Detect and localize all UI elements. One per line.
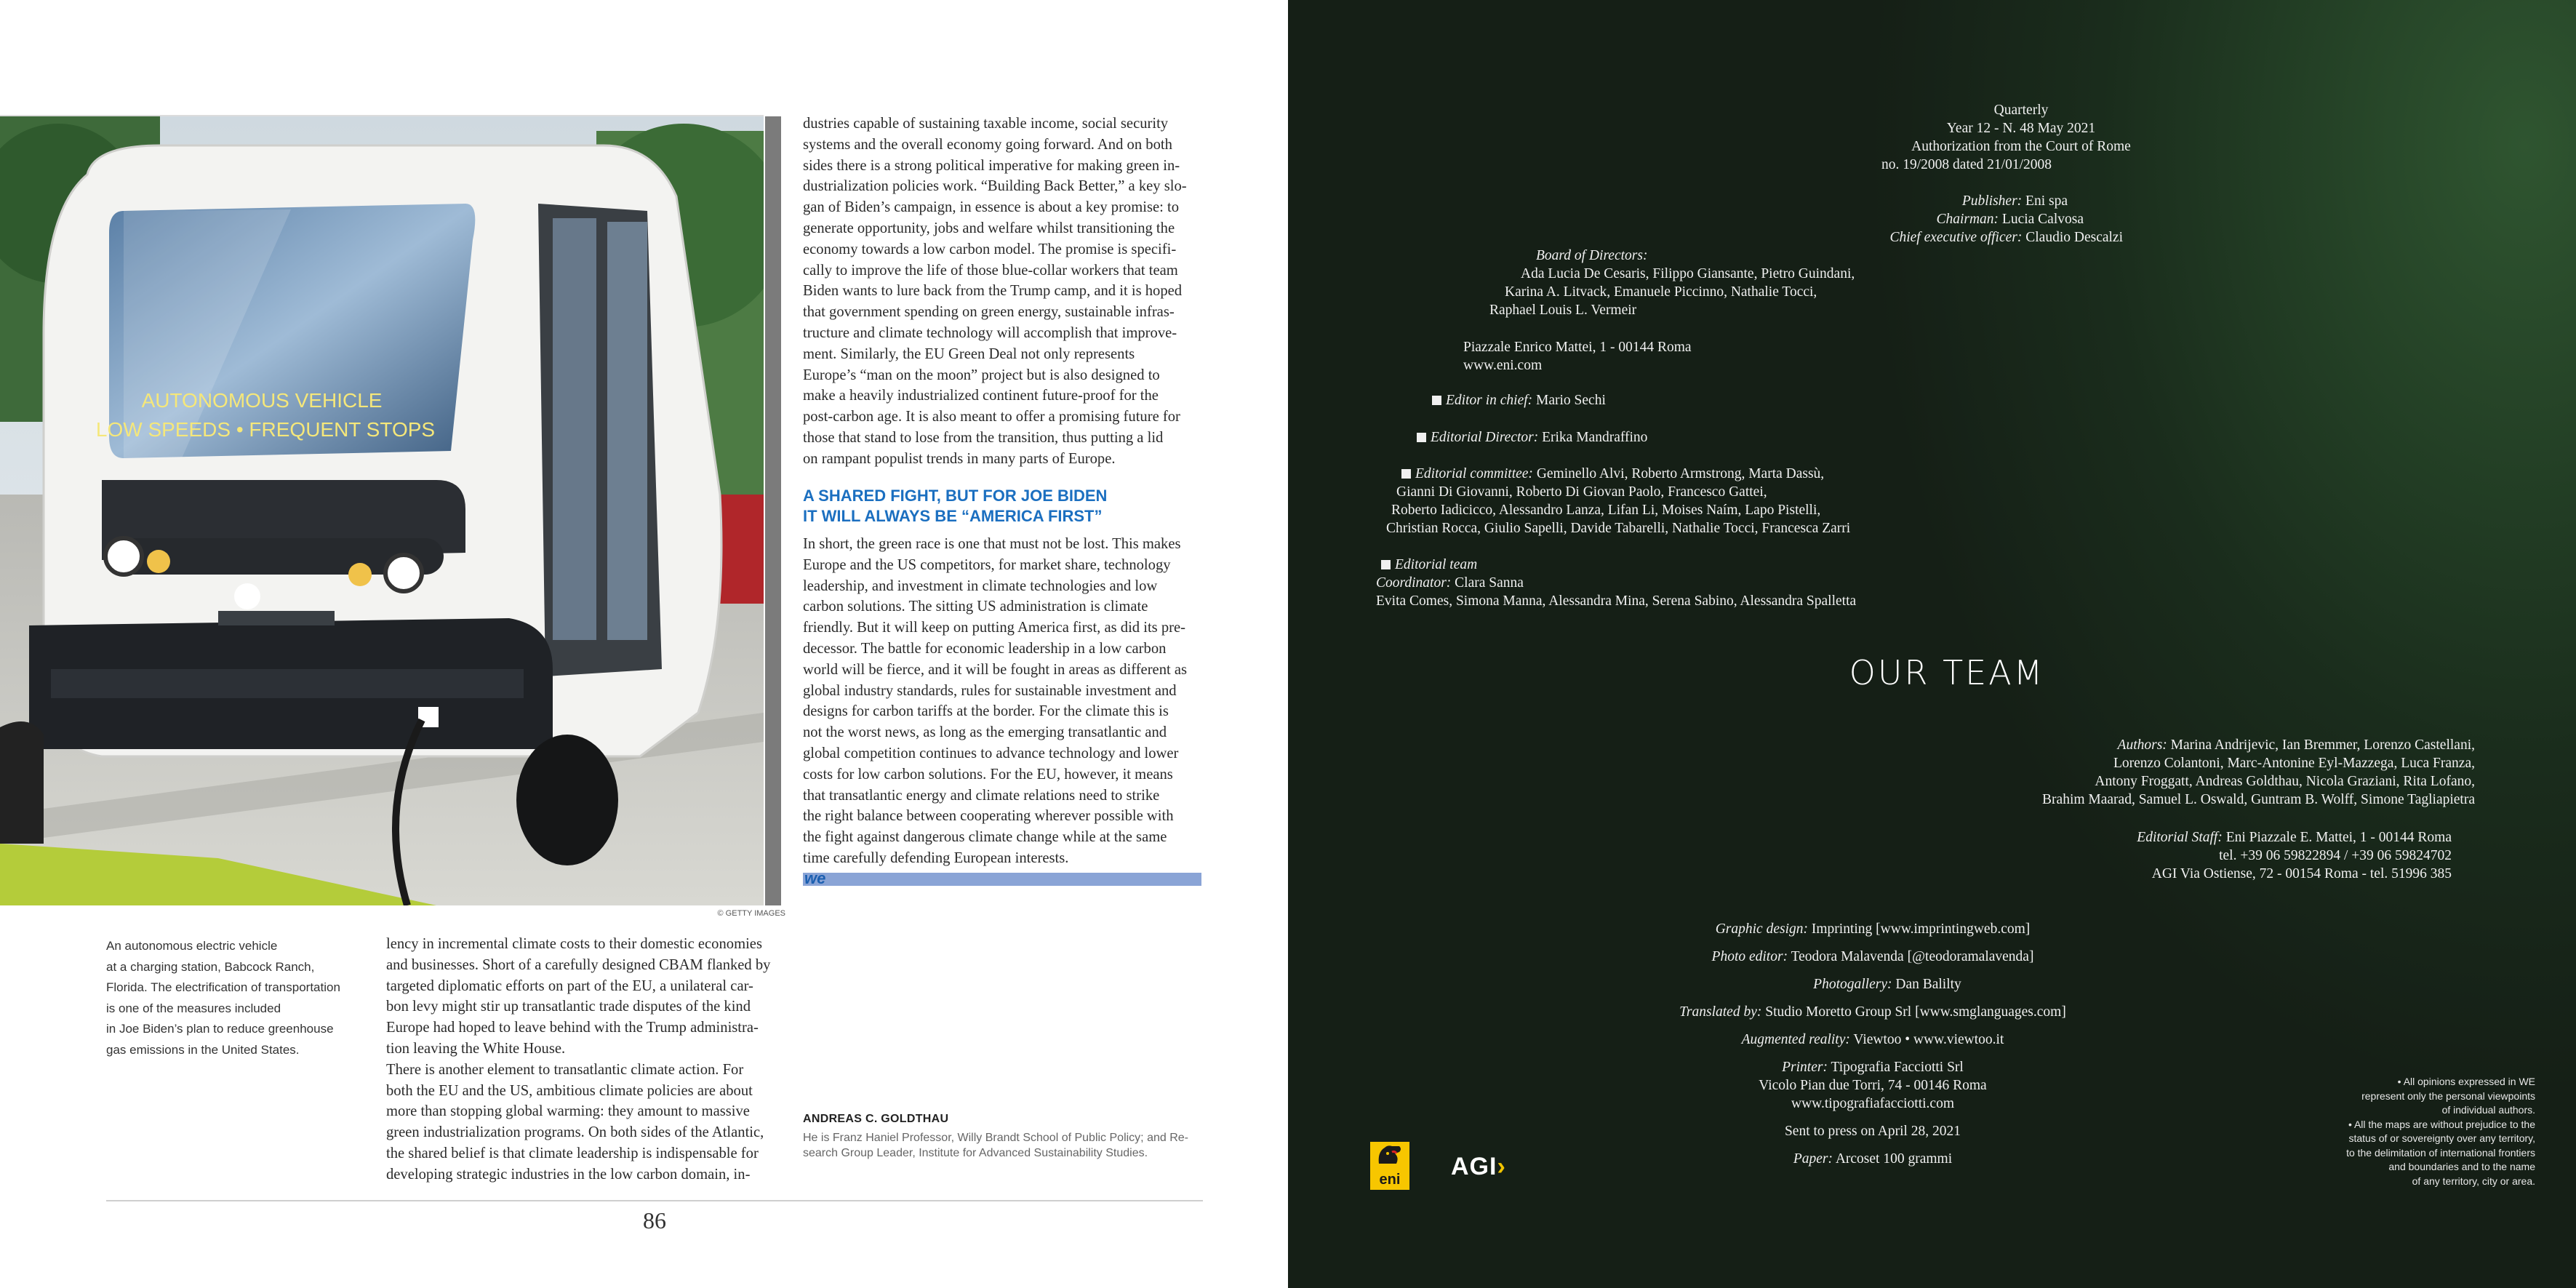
editor-in-chief-label: Editor in chief: [1446, 393, 1533, 408]
editorial-committee-block [1288, 465, 2379, 537]
editorial-staff-line: tel. +39 06 59822894 / +39 06 59824702 [2219, 848, 2452, 863]
disclaimer [2273, 1075, 2535, 1188]
author-block [803, 1113, 1210, 1161]
eni-logo-text: eni [1379, 1172, 1401, 1188]
caption-line: is one of the measures included [106, 1001, 281, 1015]
text-line: designs for carbon tariffs at the border. For the climate this is [803, 703, 1169, 720]
text-line: In short, the green race is one that must not be lost. This makes [803, 536, 1181, 552]
text-line: Europe had hoped to leave behind with the Trump administra- [386, 1020, 759, 1036]
editorial-staff-value: Eni Piazzale E. Mattei, 1 - 00144 Roma [2225, 830, 2452, 845]
authors-line: Brahim Maarad, Samuel L. Oswald, Guntram B. Wolff, Simone Tagliapietra [2042, 792, 2475, 807]
article-column-right-continued [803, 534, 1201, 869]
editorial-staff-line: AGI Via Ostiense, 72 - 00154 Roma - tel. 51996 385 [2151, 866, 2452, 881]
header-line: no. 19/2008 dated 21/01/2008 [1881, 157, 2052, 172]
authors-line: Antony Froggatt, Andreas Goldthau, Nicola Graziani, Rita Lofano, [2095, 774, 2475, 789]
author-bio-line: search Group Leader, Institute for Advanced Sustainability Studies. [803, 1147, 1148, 1159]
committee-line: Gianni Di Giovanni, Roberto Di Giovan Paolo, Francesco Gattei, [1396, 484, 1767, 500]
printer-label: Printer: [1782, 1060, 1828, 1075]
sent-to-press: Sent to press on April 28, 2021 [1784, 1124, 1961, 1139]
editorial-team-label: Editorial team [1395, 557, 1478, 572]
text-line: dustrialization policies work. “Building Back Better,” a key slo- [803, 178, 1187, 195]
text-line: sides there is a strong political imperative for making green in- [803, 157, 1180, 174]
subhead-line: A SHARED FIGHT, BUT FOR JOE BIDEN [803, 487, 1108, 505]
text-line: green industrialization programs. On both sides of the Atlantic, [386, 1124, 764, 1141]
editorial-team-block [1288, 556, 2379, 610]
publisher-line [1288, 192, 2068, 210]
chairman-label: Chairman: [1936, 212, 1999, 227]
page-title: OUR TEAM [1849, 653, 2045, 692]
editor-in-chief-value: Mario Sechi [1536, 393, 1606, 408]
subhead-line: IT WILL ALWAYS BE “AMERICA FIRST” [803, 507, 1103, 525]
editorial-team-line [1288, 556, 2379, 574]
article-column-right [803, 113, 1201, 470]
paper-line [1596, 1150, 2149, 1168]
right-page-masthead [1288, 0, 2576, 1288]
authors-block [1288, 736, 2475, 809]
text-line: economy towards a low carbon model. The promise is specifi- [803, 241, 1177, 257]
editorial-staff-line [1288, 828, 2452, 847]
text-line: the shared belief is that climate leadership is indispensable for [386, 1145, 759, 1161]
text-line: not the worst news, as long as the emerging transatlantic and [803, 724, 1167, 741]
committee-members: Geminello Alvi, Roberto Armstrong, Marta Dassù, [1536, 466, 1825, 481]
text-line: global competition continues to advance technology and lower [803, 745, 1179, 761]
text-line: dustries capable of sustaining taxable income, social security [803, 116, 1169, 132]
photo-editor-value: Teodora Malavenda [@teodoramalavenda] [1791, 949, 2034, 964]
committee-line: Christian Rocca, Giulio Sapelli, Davide Tabarelli, Nathalie Tocci, Francesca Zarri [1386, 521, 1851, 536]
text-line: decessor. The battle for economic leadership in a low carbon [803, 640, 1167, 657]
photogallery-line [1596, 975, 2149, 993]
chairman-line [1288, 210, 2084, 228]
editorial-committee-line [1288, 465, 2379, 483]
text-line: friendly. But it will keep on putting America first, as did its pre- [803, 620, 1185, 636]
printer-website: www.tipografiafacciotti.com [1791, 1096, 1954, 1111]
translated-label: Translated by: [1679, 1004, 1762, 1020]
augmented-reality-value: Viewtoo • www.viewtoo.it [1853, 1032, 2004, 1047]
publisher-block [1288, 192, 2386, 319]
van-sign-line2: LOW SPEEDS • FREQUENT STOPS [95, 418, 436, 441]
coordinator-label: Coordinator: [1376, 575, 1452, 591]
text-line: gan of Biden’s campaign, in essence is about a key promise: to [803, 199, 1180, 216]
text-line: There is another element to transatlantic climate action. For [386, 1061, 744, 1078]
text-line: make a heavily industrialized continent future-proof for the [803, 388, 1159, 404]
text-line: Europe and the US competitors, for market share, technology [803, 556, 1171, 573]
bullet-square-icon [1381, 560, 1391, 569]
text-line: the right balance between cooperating wherever possible with [803, 808, 1174, 825]
disclaimer-line: and boundaries and to the name [2388, 1161, 2535, 1172]
page-number: 86 [643, 1207, 666, 1233]
header-line: Authorization from the Court of Rome [1911, 139, 2131, 154]
photogallery-value: Dan Balilty [1895, 977, 1961, 992]
coordinator-value: Clara Sanna [1455, 575, 1524, 591]
caption-line: in Joe Biden’s plan to reduce greenhouse [106, 1022, 334, 1036]
caption-line: An autonomous electric vehicle [106, 939, 278, 953]
photo-caption [106, 936, 368, 1060]
editorial-director-value: Erika Mandraffino [1542, 430, 1648, 445]
author-name: ANDREAS C. GOLDTHAU [803, 1113, 949, 1125]
photo-editor-label: Photo editor: [1711, 949, 1788, 964]
text-line: tion leaving the White House. [386, 1040, 566, 1057]
board-label-line [1288, 247, 2386, 265]
augmented-reality-line [1596, 1031, 2149, 1049]
graphic-design-value: Imprinting [www.imprintingweb.com] [1811, 921, 2031, 937]
header-line: Year 12 - N. 48 May 2021 [1946, 121, 2096, 136]
text-line: more than stopping global warming: they amount to massive [386, 1103, 750, 1120]
bullet-square-icon [1432, 396, 1441, 405]
article-column-left [386, 934, 783, 1185]
address-block [1463, 338, 1692, 375]
caption-line: gas emissions in the United States. [106, 1042, 300, 1057]
text-line: bon levy might stir up transatlantic trade disputes of the kind [386, 999, 751, 1015]
disclaimer-line: of any territory, city or area. [2412, 1175, 2535, 1187]
publisher-label: Publisher: [1961, 193, 2023, 209]
editorial-staff-label: Editorial Staff: [2137, 830, 2223, 845]
text-line: systems and the overall economy going forward. And on both [803, 136, 1172, 153]
disclaimer-line: status of or sovereignty over any territory, [2348, 1132, 2535, 1144]
board-line: Raphael Louis L. Vermeir [1489, 303, 1637, 318]
ceo-value: Claudio Descalzi [2025, 230, 2123, 245]
author-bio-line: He is Franz Haniel Professor, Willy Brandt School of Public Policy; and Re- [803, 1132, 1188, 1144]
coordinator-line [1288, 574, 2379, 592]
text-line: generate opportunity, jobs and welfare whilst transitioning the [803, 220, 1175, 236]
agi-chevron-icon: › [1497, 1153, 1506, 1180]
disclaimer-line: • All the maps are without prejudice to the [2348, 1118, 2535, 1130]
ceo-label: Chief executive officer: [1889, 230, 2023, 245]
address-line: www.eni.com [1463, 358, 1543, 373]
printer-address: Vicolo Pian due Torri, 74 - 00146 Roma [1759, 1078, 1987, 1093]
photo-credit: © GETTY IMAGES [717, 909, 785, 918]
header-line: Quarterly [1993, 103, 2049, 118]
photogallery-label: Photogallery: [1813, 977, 1892, 992]
bullet-square-icon [1417, 433, 1426, 442]
author-bio [803, 1130, 1210, 1161]
agi-logo-text: AGI [1451, 1153, 1497, 1180]
board-line: Ada Lucia De Cesaris, Filippo Giansante, Pietro Guindani, [1521, 266, 1855, 281]
authors-line [1288, 736, 2475, 754]
graphic-design-label: Graphic design: [1715, 921, 1808, 937]
photo-divider [765, 116, 781, 905]
text-line: those that stand to lose from the transition, thus putting a lid [803, 429, 1164, 446]
section-subhead [803, 486, 1201, 527]
chairman-value: Lucia Calvosa [2001, 212, 2084, 227]
translated-value: Studio Moretto Group Srl [www.smglanguages.com] [1765, 1004, 2066, 1020]
editorial-director-label: Editorial Director: [1431, 430, 1539, 445]
board-line: Karina A. Litvack, Emanuele Piccinno, Nathalie Tocci, [1505, 284, 1817, 300]
text-line: world will be fierce, and it will be fought in areas as different as [803, 661, 1188, 678]
graphic-design-line [1596, 920, 2149, 938]
text-line: that government spending on green energy, sustainable infras- [803, 304, 1175, 321]
text-line: tructure and climate technology will accomplish that improve- [803, 324, 1177, 341]
address-line: Piazzale Enrico Mattei, 1 - 00144 Roma [1463, 340, 1692, 355]
disclaimer-line: to the delimitation of international frontiers [2346, 1146, 2535, 1159]
text-line: cally to improve the life of those blue-collar workers that team [803, 262, 1178, 279]
photo-editor-line [1596, 948, 2149, 966]
van-sign-line1: AUTONOMOUS VEHICLE [141, 389, 383, 412]
text-line: on rampant populist trends in many parts of Europe. [803, 450, 1116, 467]
we-end-bar [803, 869, 1201, 887]
text-line: global industry standards, rules for sustainable investment and [803, 682, 1177, 699]
paper-value: Arcoset 100 grammi [1835, 1151, 1953, 1167]
printer-line [1596, 1058, 2149, 1076]
agi-logo [1451, 1153, 1506, 1181]
printer-value: Tipografia Facciotti Srl [1831, 1060, 1964, 1075]
disclaimer-line: represent only the personal viewpoints [2361, 1089, 2535, 1102]
text-line: costs for low carbon solutions. For the EU, however, it means [803, 766, 1173, 783]
footer-rule [106, 1200, 1203, 1201]
committee-line: Roberto Iadicicco, Alessandro Lanza, Lifan Li, Moises Naím, Lapo Pistelli, [1391, 503, 1821, 518]
editorial-committee-label: Editorial committee: [1415, 466, 1533, 481]
bullet-square-icon [1401, 469, 1411, 479]
text-line: leadership, and investment in climate technologies and low [803, 577, 1158, 594]
text-line: carbon solutions. The sitting US administration is climate [803, 599, 1148, 615]
caption-line: at a charging station, Babcock Ranch, [106, 959, 315, 974]
augmented-reality-label: Augmented reality: [1741, 1032, 1850, 1047]
text-line: post-carbon age. It is also meant to offer a promising future for [803, 409, 1180, 425]
text-line: targeted diplomatic efforts on part of the EU, a unilateral car- [386, 977, 753, 994]
authors-label: Authors: [2117, 737, 2167, 753]
text-line: ment. Similarly, the EU Green Deal not only represents [803, 345, 1135, 362]
authors-names: Marina Andrijevic, Ian Bremmer, Lorenzo Castellani, [2170, 737, 2475, 753]
masthead-header [1876, 101, 2167, 174]
text-line: time carefully defending European interests. [803, 849, 1069, 866]
eni-logo [1370, 1142, 1409, 1190]
translated-line [1596, 1003, 2149, 1021]
editorial-director-line [1417, 428, 1647, 447]
authors-line: Lorenzo Colantoni, Marc-Antonine Eyl-Mazzega, Luca Franza, [2113, 756, 2475, 771]
text-line: and businesses. Short of a carefully designed CBAM flanked by [386, 956, 771, 973]
editor-in-chief-line [1432, 391, 1606, 409]
text-line: both the EU and the US, ambitious climate policies are about [386, 1082, 753, 1099]
caption-line: Florida. The electrification of transportation [106, 980, 340, 994]
disclaimer-line: of individual authors. [2441, 1104, 2535, 1116]
autonomous-vehicle-photo [0, 116, 764, 905]
paper-label: Paper: [1793, 1151, 1833, 1167]
text-line: developing strategic industries in the low carbon domain, in- [386, 1166, 751, 1183]
text-line: Biden wants to lure back from the Trump camp, and it is hoped [803, 283, 1183, 300]
credits-block [1596, 920, 2149, 1168]
board-label: Board of Directors: [1536, 248, 1648, 263]
team-members: Evita Comes, Simona Manna, Alessandra Mina, Serena Sabino, Alessandra Spalletta [1376, 593, 1857, 609]
we-logo: we [804, 869, 826, 887]
text-line: the fight against dangerous climate change while at the same [803, 829, 1167, 846]
text-line: Europe’s “man on the moon” project but is also designed to [803, 367, 1160, 383]
publisher-value: Eni spa [2025, 193, 2068, 209]
text-line: lency in incremental climate costs to their domestic economies [386, 936, 762, 952]
editorial-staff-block [1288, 828, 2452, 883]
disclaimer-line: • All opinions expressed in WE [2397, 1076, 2535, 1087]
ceo-line [1288, 228, 2123, 247]
text-line: that transatlantic energy and climate relations need to strike [803, 787, 1160, 804]
